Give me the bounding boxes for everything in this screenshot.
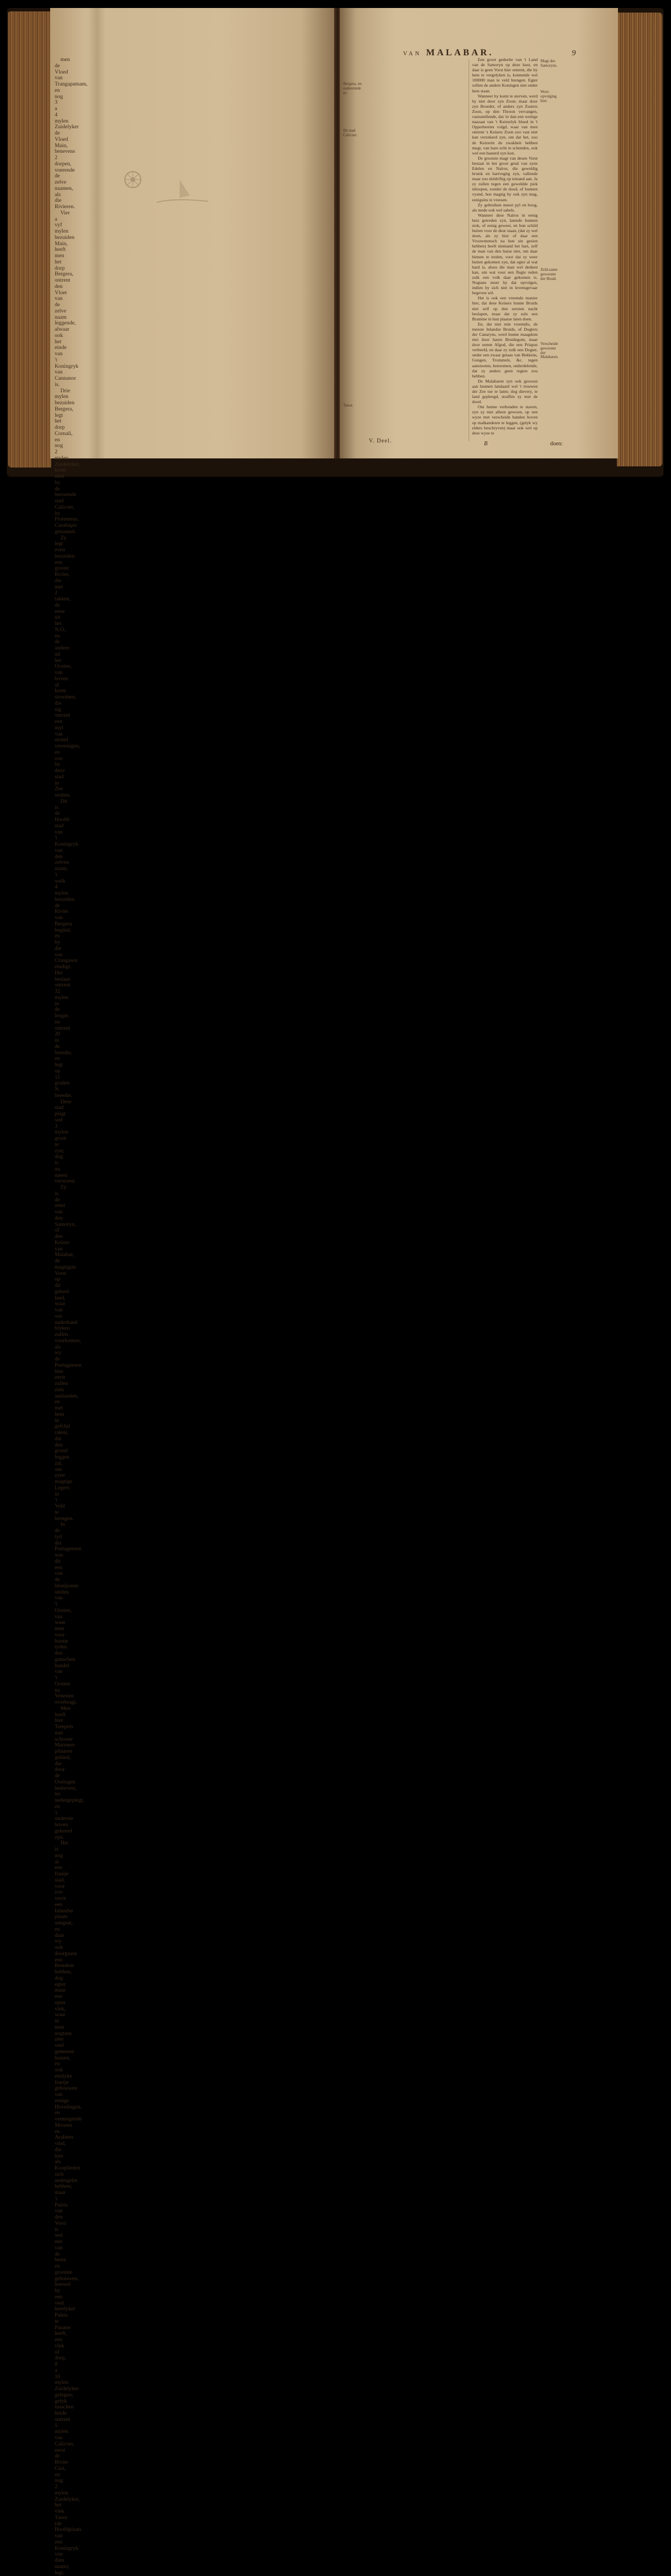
catchword: doen:: [550, 441, 563, 447]
paragraph: Het is ook een vreemde manier hier, dat dese Keisers hunne Bruids niet zelf op den eersten nacht beslapen, maar dat zy sulx een Bramine in hun plaatse laten doen.: [472, 295, 538, 322]
paragraph: Om hunne verbonden te staven, zyn zy niet alleen gewoon, op een wyze met verscheide handen boven op malkanderen te leggen, (gelyk wy elders beschryven) maar ook wel op dese wyze te: [472, 404, 538, 436]
margin-note: De stad Calicoet.: [343, 128, 358, 137]
paragraph: Wanneer dese Naïros in eenig huis getreden zyn, latende hunnen stok, of eenig geweer, en hun schild buiten voor de deur staan, (dat zy wel doen, als zy hier of daar een Vrouwmensch na hun sin gesien hebben) heeft niemand het hart, zelf de man van den huise niet, om daar binnen te treden, voor dat zy weer buiten gekomen zyn, dat egter al wat hard is, alsoo die man wel denken kan, om wat voor een flegte reden zulk een volk daar gekomen is. Nogtans moet hy dat opvolgen, indien hy sich niet in levensgevaar begeven wil.: [472, 212, 538, 296]
margin-note: Tanor.: [343, 403, 353, 408]
margin-note: Bergera, en ondereinde er-: [343, 82, 362, 95]
signature-mark: B: [484, 441, 488, 447]
paragraph: Zy gebruiken meest pyl en boog, als mede ook wel sabels.: [472, 202, 538, 213]
margin-note: Verscheide gewoonte der Malabaren.: [540, 342, 559, 360]
left-page-edges: [8, 11, 51, 468]
page-shadow: [88, 8, 105, 458]
paragraph: De Malabaren zyn ook gewoon aan hunnen landaard wel 't trouwen der Zee toe te laten; dog dievery, te land gepleegd, straffen zy met de dood.: [472, 378, 538, 405]
volume-footer: V. Deel.: [369, 438, 392, 444]
margin-note: Magt des Samoryns.: [540, 59, 558, 68]
faint-ship-illustration: [123, 162, 214, 208]
running-head-prefix: VAN: [403, 51, 422, 57]
page-number: 9: [572, 49, 576, 58]
margin-note: Zeld-zame gewoonte der Bruid.: [540, 267, 558, 281]
margin-note: Wort-opvolging hier.: [540, 90, 557, 103]
paragraph: De grootste magt van desen Vorst bestaat in het groot getal van zyne Edelen en Naïros, die geweldig bruisk en hartvegtig zyn, vallende maar zoo doldriftig op iemand aan. Ja zy zullen tegen een geweldde piek inloopen, zonder de dood, of hunnen vyand, hoe magtig hy ook zyn mag, eenigsins te vreesen.: [472, 155, 538, 202]
right-page-edges: [617, 13, 662, 466]
paragraph: En, dat niet min vreemdis, de meeste Inlandse Bruids, of Dogters der Canaryns, werd hunne maagdom niet door haren Bruidegom, maar door eenen Afgod, die een Priapus verbeeld, en daar zy zulk een Dogter, onder een zwaar getaas van Bekkens, Gongen, Trommels, &c. tegen aanstooten, benoomen, onderdelende, dat zy anders geen regten zou hebben.: [472, 321, 538, 379]
right-text-column: [472, 57, 538, 436]
paragraph: Wanneer hy komt te sterven, werd hy niet door zyn Zoon; maar door zyn Broeder, of anders zyn Zusters Zoon, op den Throon vervangen, vastsstellende, dat 'er dan een wettige naazaat van 't Keizerlyk bloed in 't Opperbestier volgd, waar van men ontrent 's Keisers Zoon zoo vast niet kan verzekerd zyn, om dat het, zoo de Keizerin de zwakheit hebben megt, van hare echt te schenden, ook wel een basterd zyn kon.: [472, 93, 538, 156]
paragraph: Een groot gedeelte van 't Land van de Samoryn op deze kust, en daar is geen Vorst hier ontrent, die by hem te vergelyken is, konnende wel 100000 man te veld brengen. Egter willen de andere Koningen niet onder hem staan.: [472, 57, 538, 94]
running-head-title: MALABAR.: [426, 48, 494, 58]
